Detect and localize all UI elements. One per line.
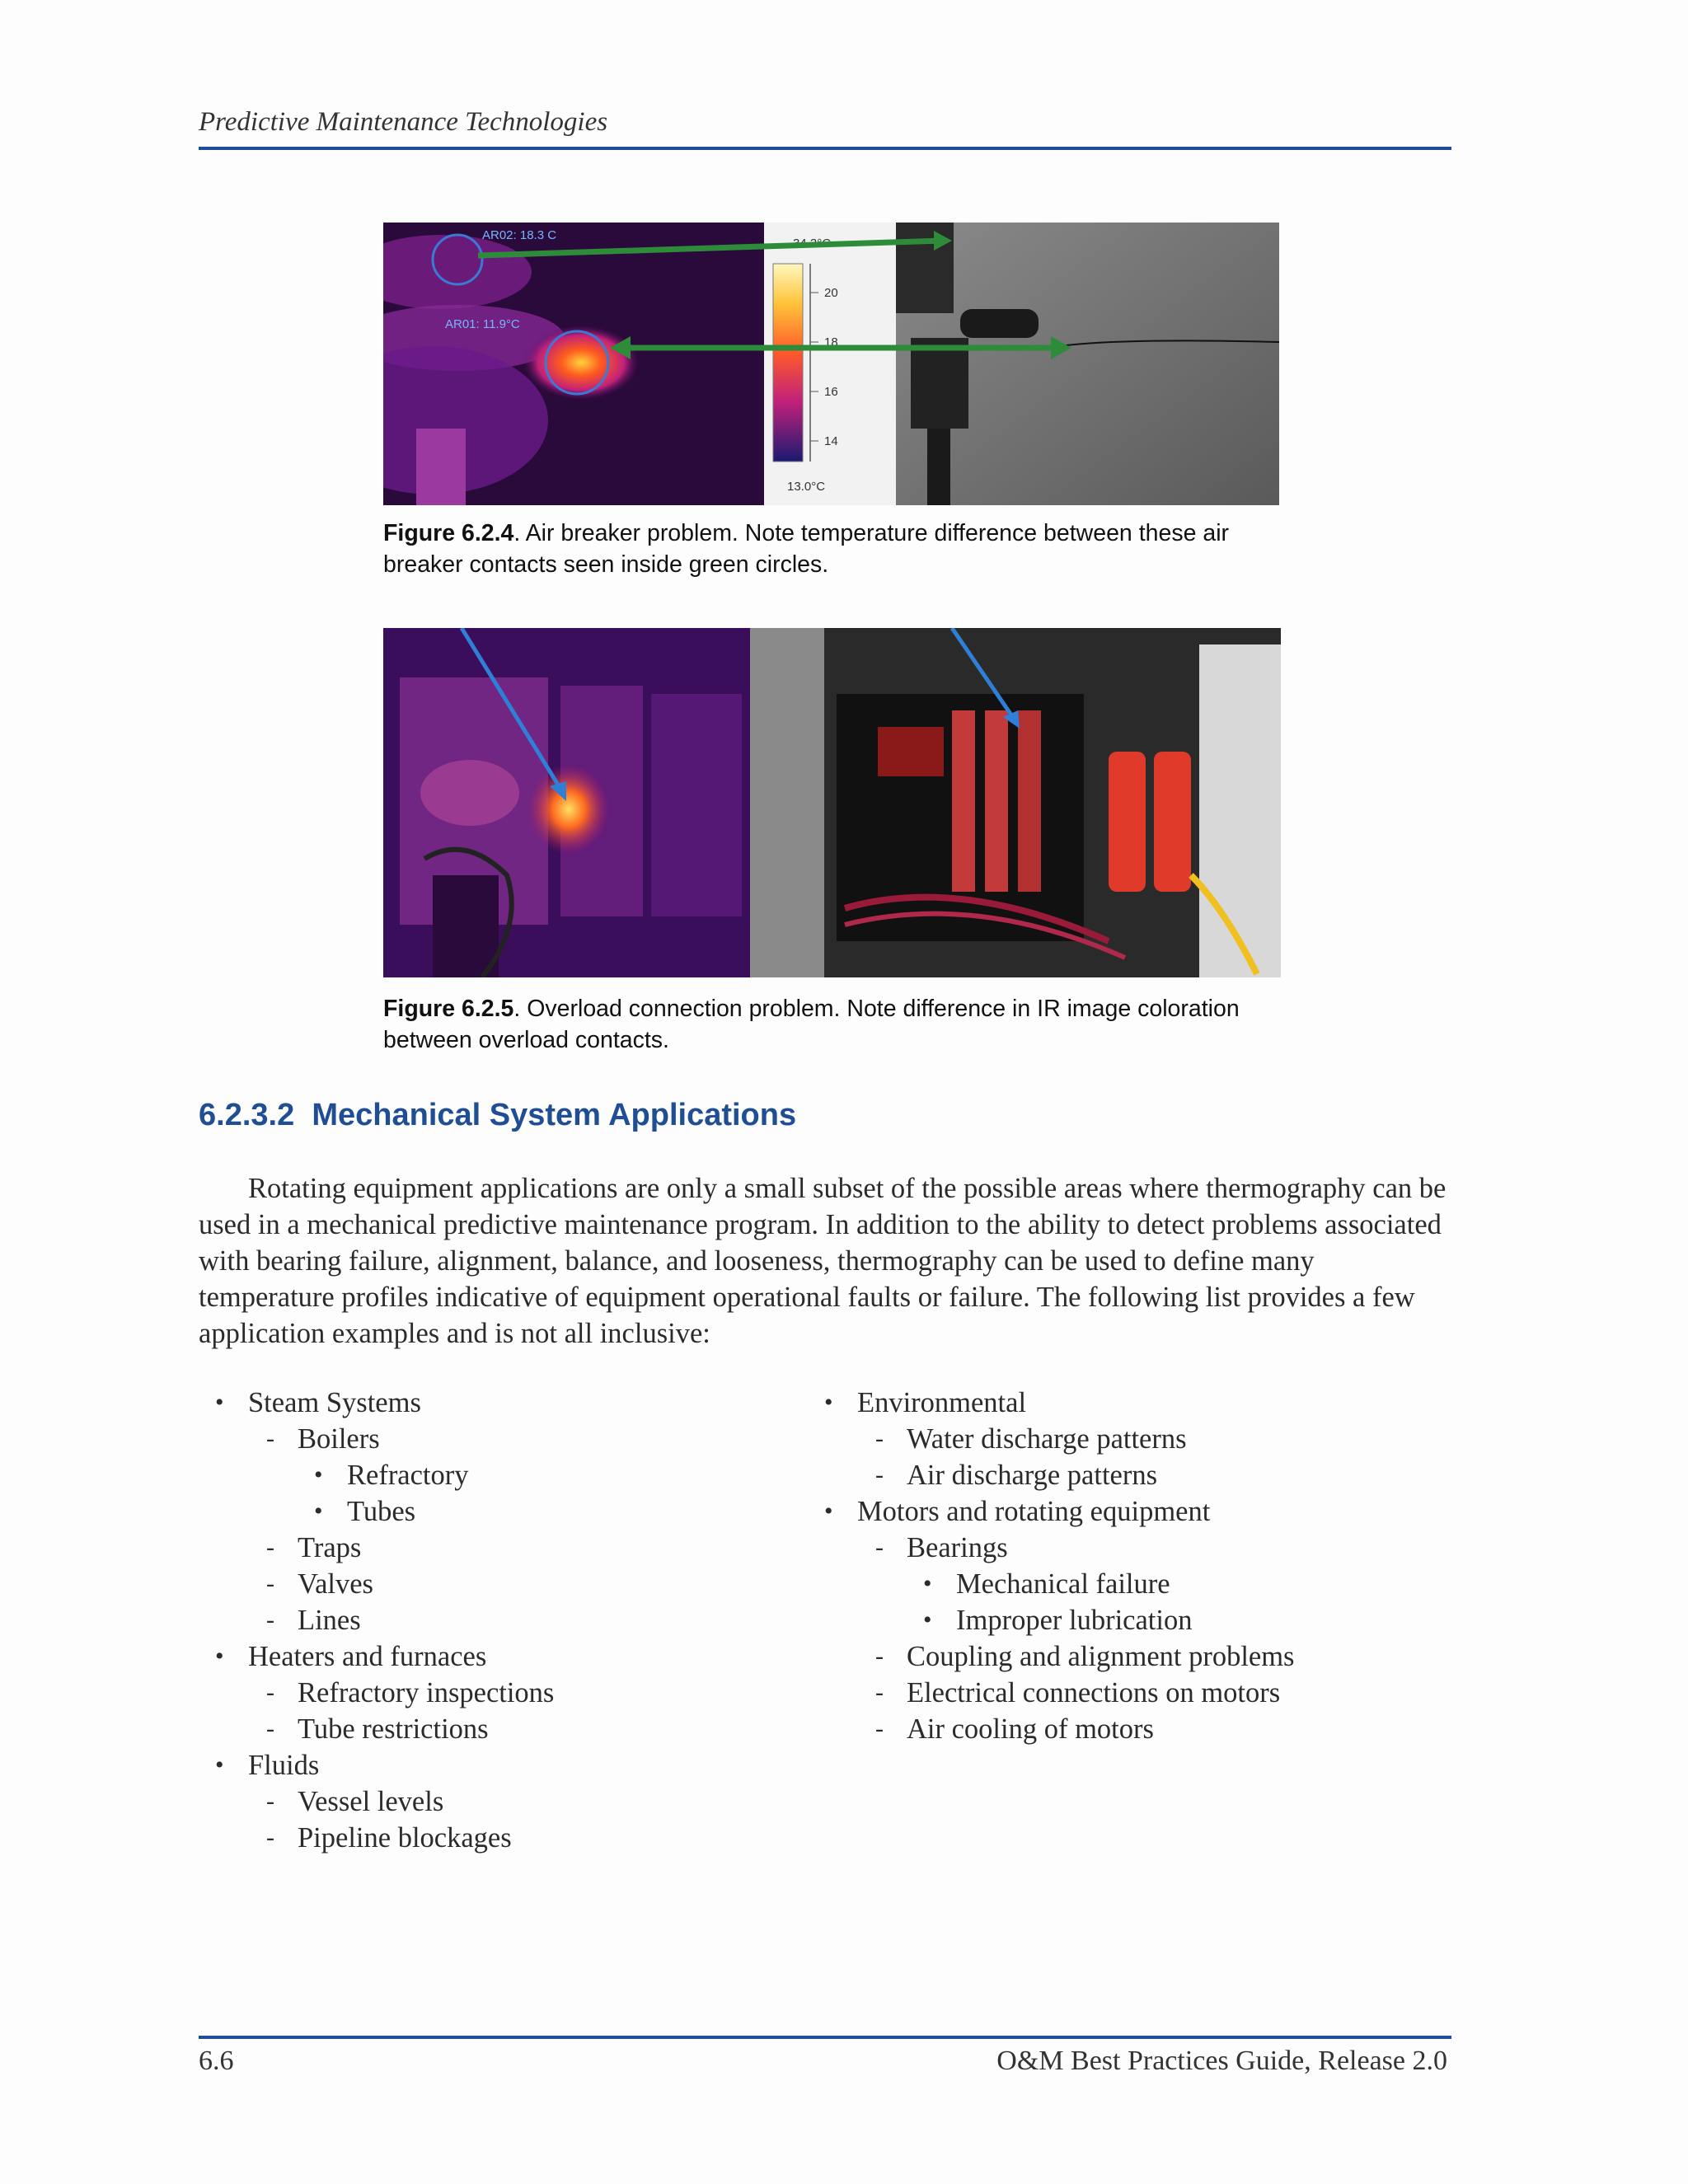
scale-bottom-label: 13.0°C	[787, 480, 826, 494]
list-item	[199, 1747, 776, 1783]
bullet-marker: •	[215, 1751, 224, 1779]
bullet-marker: •	[215, 1389, 224, 1416]
list-item-text: Air cooling of motors	[907, 1713, 1154, 1745]
list-item	[808, 1421, 1451, 1457]
figure-number: Figure 6.2.4	[383, 520, 514, 546]
list-item	[808, 1675, 1451, 1711]
bullet-marker: •	[314, 1497, 323, 1525]
scale-tick-label: 14	[824, 434, 838, 448]
list-item	[199, 1711, 776, 1747]
list-item	[199, 1493, 776, 1530]
bullet-marker: •	[314, 1461, 323, 1488]
list-item-text: Tubes	[347, 1496, 416, 1527]
list-item-text: Improper lubrication	[956, 1605, 1193, 1636]
dash-marker: -	[266, 1570, 274, 1597]
list-item-text: Traps	[298, 1532, 362, 1563]
footer-title: O&M Best Practices Guide, Release 2.0	[996, 2046, 1447, 2076]
list-item-text: Bearings	[907, 1532, 1008, 1563]
list-item	[199, 1566, 776, 1602]
bullet-marker: •	[923, 1606, 932, 1633]
list-item	[808, 1711, 1451, 1747]
figure-air-breaker-image	[383, 223, 1279, 505]
list-item	[199, 1675, 776, 1711]
figure-caption-text: . Air breaker problem. Note temperature difference between these air breaker contacts seen inside green circles.	[383, 520, 1230, 578]
list-item	[199, 1602, 776, 1638]
dash-marker: -	[266, 1606, 274, 1633]
dash-marker: -	[875, 1643, 884, 1670]
list-item-text: Air discharge patterns	[907, 1460, 1158, 1491]
dash-marker: -	[266, 1425, 274, 1452]
figure-caption	[383, 518, 1298, 580]
bullet-marker: •	[824, 1497, 833, 1525]
list-item-text: Tube restrictions	[298, 1713, 489, 1745]
scale-tick-label: 16	[824, 385, 838, 399]
list-item	[808, 1602, 1451, 1638]
list-item	[199, 1820, 776, 1856]
list-item	[808, 1493, 1451, 1530]
list-item-text: Boilers	[298, 1423, 380, 1455]
dash-marker: -	[266, 1534, 274, 1561]
dash-marker: -	[266, 1824, 274, 1851]
list-item	[808, 1530, 1451, 1566]
list-item-text: Steam Systems	[248, 1387, 421, 1418]
list-item	[808, 1566, 1451, 1602]
list-item	[808, 1638, 1451, 1675]
dash-marker: -	[266, 1715, 274, 1742]
section-title: Mechanical System Applications	[312, 1098, 797, 1132]
marker-label-ar02: AR02: 18.3 C	[482, 228, 557, 242]
list-item	[199, 1421, 776, 1457]
dash-marker: -	[875, 1534, 884, 1561]
list-item-text: Fluids	[248, 1750, 320, 1781]
dash-marker: -	[875, 1461, 884, 1488]
figure-number: Figure 6.2.5	[383, 996, 514, 1022]
list-item-text: Electrical connections on motors	[907, 1677, 1281, 1708]
body-paragraph: Rotating equipment applications are only a small subset of the possible areas where thermography can be used in a mechanical predictive maintenance program. In addition to the ability to detect problems associated with bearing failure, alignment, balance, and looseness, thermography can be used to define many temperature profiles indicative of equipment operational faults or failure. The following list provides a few application examples and is not all inclusive:	[199, 1173, 1447, 1349]
list-item-text: Pipeline blockages	[298, 1822, 512, 1854]
list-item-text: Lines	[298, 1605, 361, 1636]
figure-caption-text: . Overload connection problem. Note difference in IR image coloration between overload contacts.	[383, 996, 1240, 1053]
dash-marker: -	[875, 1679, 884, 1706]
application-list-left	[199, 1385, 776, 1856]
list-item-text: Refractory	[347, 1460, 469, 1491]
figure-caption	[383, 993, 1298, 1056]
list-item-text: Motors and rotating equipment	[857, 1496, 1211, 1527]
list-item-text: Heaters and furnaces	[248, 1641, 487, 1672]
list-item	[199, 1457, 776, 1493]
list-item	[199, 1638, 776, 1675]
scale-tick-label: 18	[824, 335, 838, 349]
list-item-text: Vessel levels	[298, 1786, 444, 1817]
bullet-marker: •	[215, 1643, 224, 1670]
list-item-text: Coupling and alignment problems	[907, 1641, 1295, 1672]
application-list-right	[808, 1385, 1451, 1747]
bullet-marker: •	[824, 1389, 833, 1416]
list-item	[199, 1783, 776, 1820]
list-item-text: Valves	[298, 1568, 373, 1600]
section-heading	[199, 1098, 796, 1133]
figure-overload-image	[383, 628, 1281, 977]
footer-rule	[199, 2036, 1451, 2039]
list-item-text: Environmental	[857, 1387, 1027, 1418]
scale-tick-label: 20	[824, 286, 838, 300]
list-item-text: Mechanical failure	[956, 1568, 1170, 1600]
list-item	[199, 1385, 776, 1421]
list-item	[808, 1457, 1451, 1493]
dash-marker: -	[266, 1788, 274, 1815]
dash-marker: -	[266, 1679, 274, 1706]
list-item	[808, 1385, 1451, 1421]
marker-label-ar01: AR01: 11.9°C	[445, 317, 520, 331]
list-item-text: Water discharge patterns	[907, 1423, 1187, 1455]
dash-marker: -	[875, 1715, 884, 1742]
bullet-marker: •	[923, 1570, 932, 1597]
list-item-text: Refractory inspections	[298, 1677, 555, 1708]
list-item	[199, 1530, 776, 1566]
page-number: 6.6	[199, 2046, 234, 2076]
dash-marker: -	[875, 1425, 884, 1452]
header-rule	[199, 147, 1451, 150]
section-number: 6.2.3.2	[199, 1098, 295, 1132]
running-header: Predictive Maintenance Technologies	[199, 107, 608, 137]
